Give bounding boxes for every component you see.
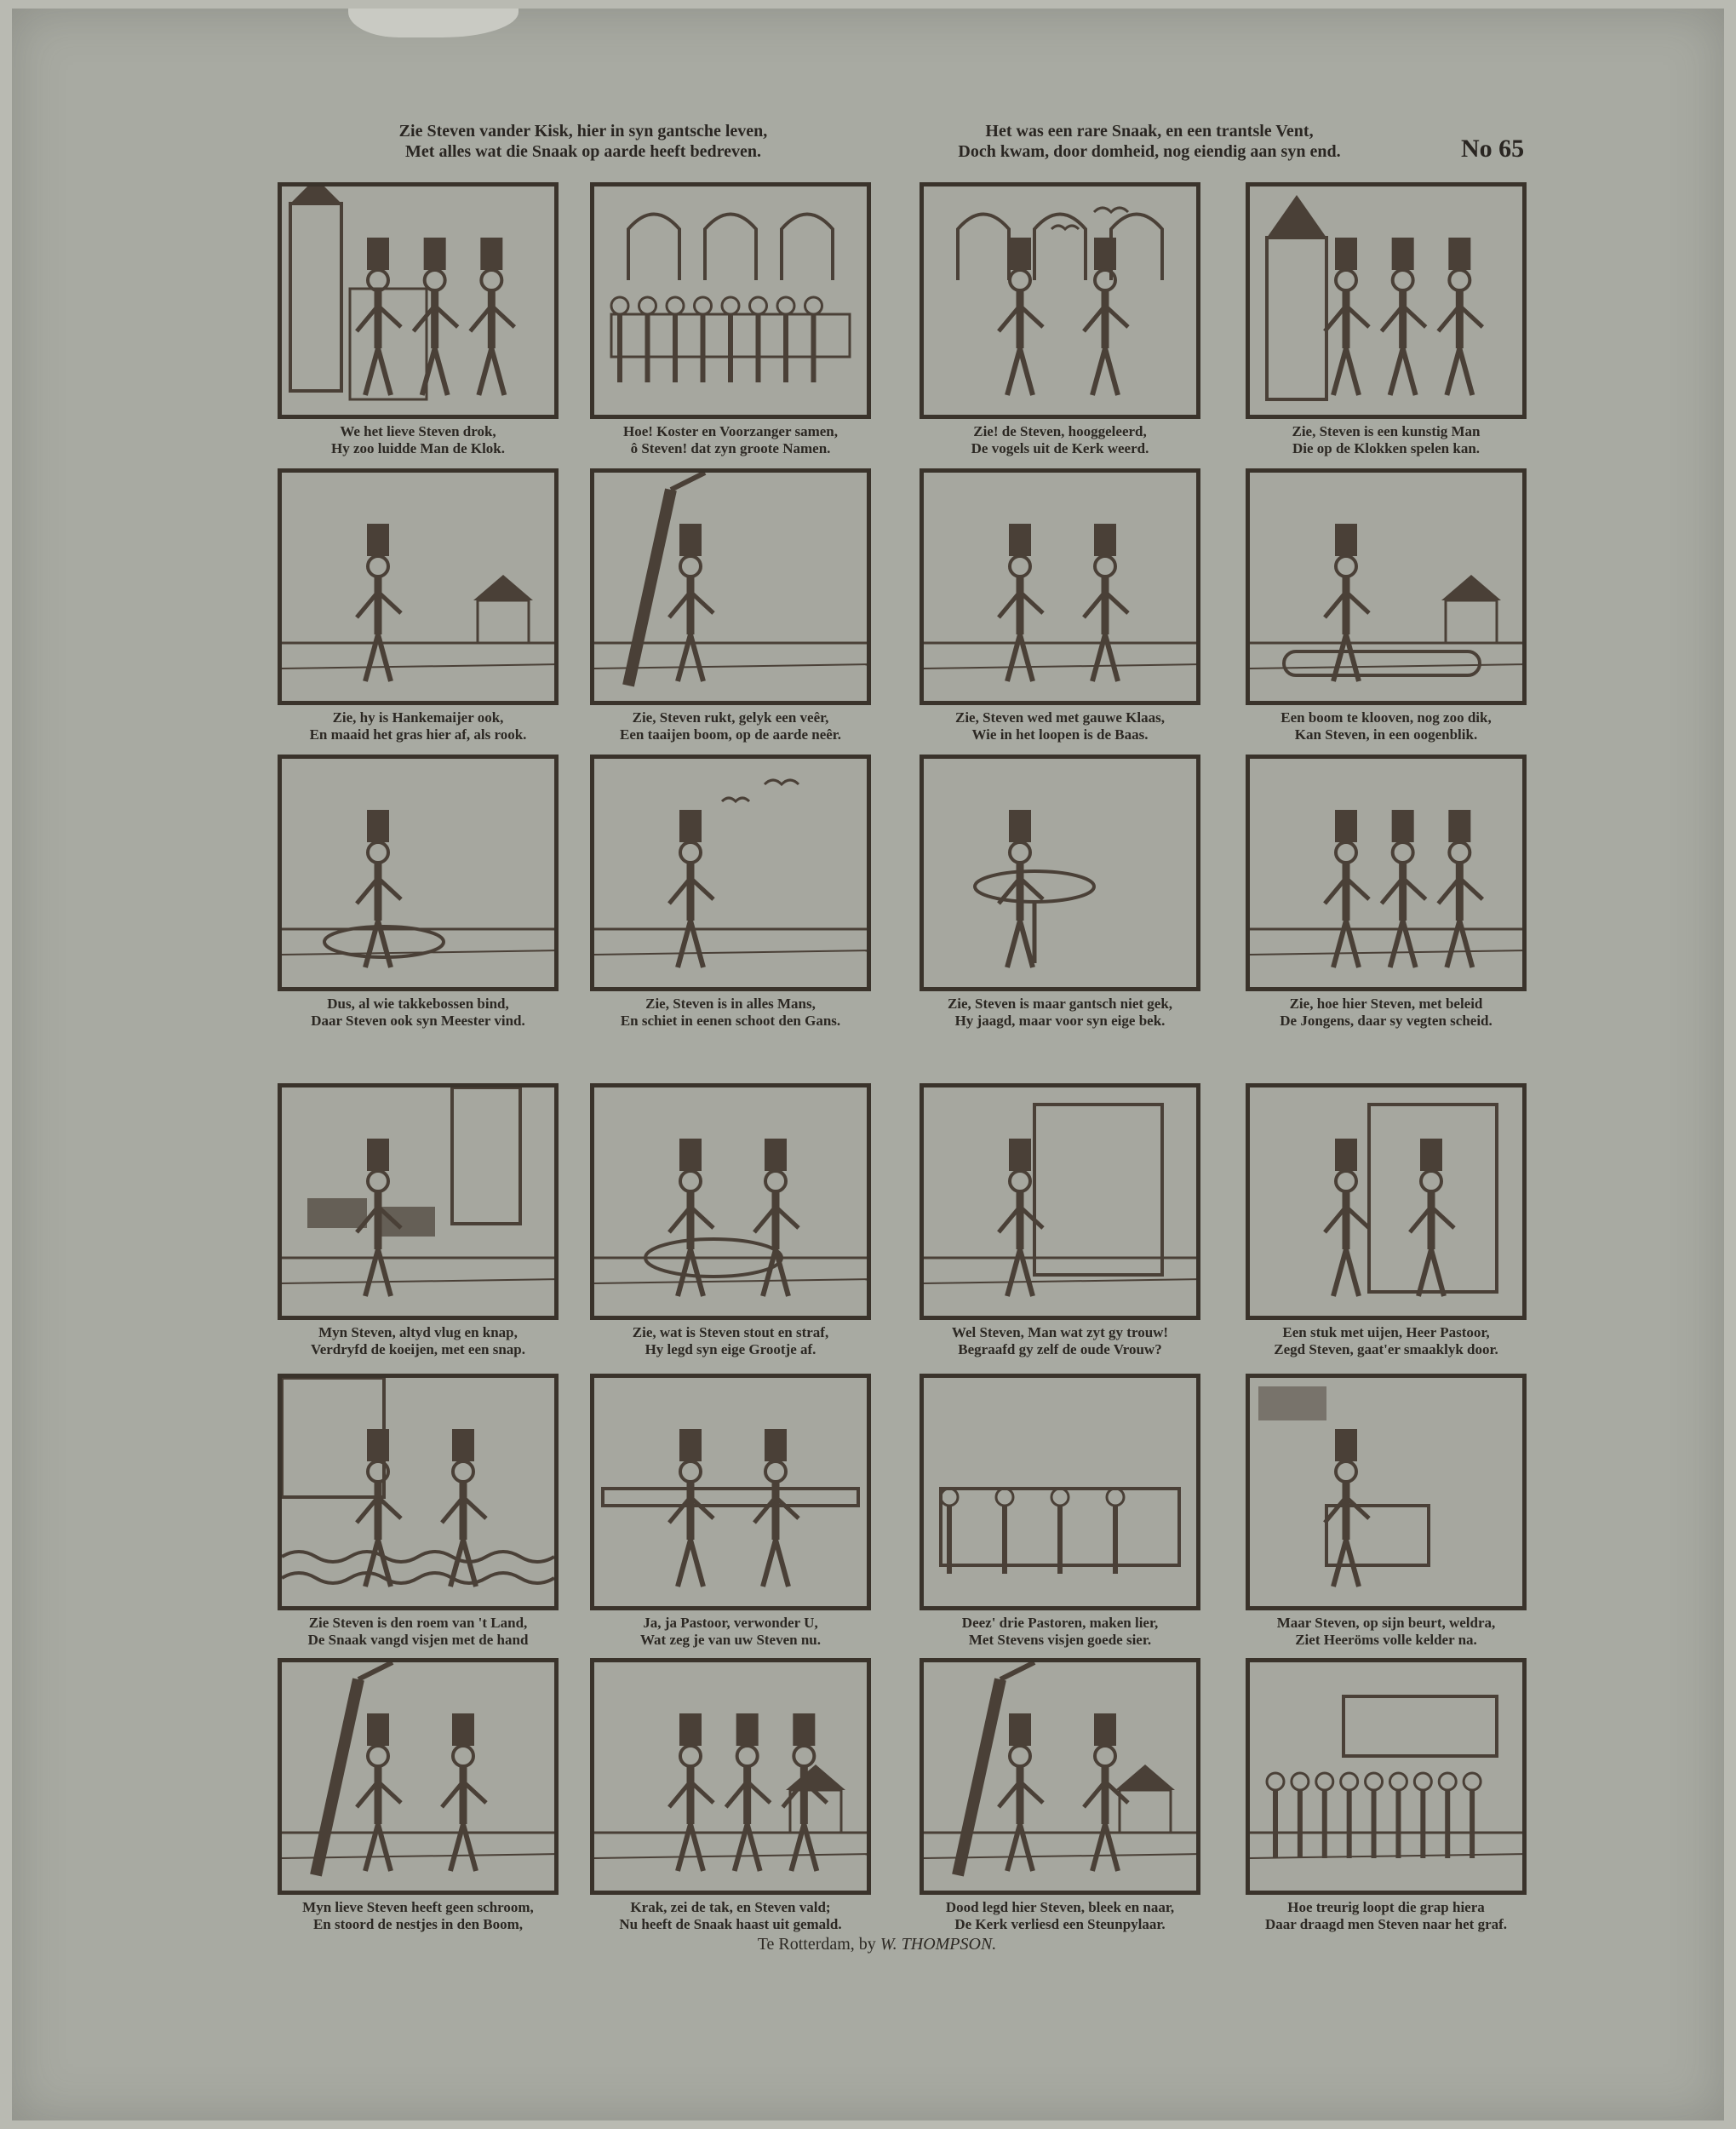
caption-line: Zie, hoe hier Steven, met beleid (1289, 996, 1483, 1012)
woodcut-illustration (1250, 1378, 1522, 1606)
sheet-number: No 65 (1461, 135, 1525, 163)
panel-caption (256, 996, 580, 1030)
panel-caption (569, 1324, 892, 1358)
woodcut-illustration (924, 759, 1196, 987)
caption-line: We het lieve Steven drok, (340, 423, 496, 439)
woodcut-panel (590, 1083, 871, 1320)
woodcut-illustration (594, 1378, 867, 1606)
caption-line: Zie, Steven rukt, gelyk een veêr, (632, 709, 829, 726)
caption-line: Een boom te klooven, nog zoo dik, (1281, 709, 1492, 726)
caption-line: Zie, wat is Steven stout en straf, (632, 1324, 829, 1340)
caption-line: En maaid het gras hier af, als rook. (309, 726, 527, 743)
panel-caption (1224, 996, 1548, 1030)
woodcut-illustration (594, 759, 867, 987)
caption-line: En stoord de nestjes in den Boom, (312, 1916, 524, 1932)
woodcut-illustration (282, 473, 554, 701)
panel-caption (569, 996, 892, 1030)
panel-caption (256, 709, 580, 743)
panel-caption (569, 423, 892, 457)
caption-line: Ja, ja Pastoor, verwonder U, (643, 1615, 818, 1631)
header-left-line-2: Met alles wat die Snaak op aarde heeft bedreven. (405, 142, 761, 161)
caption-line: Ziet Heeröms volle kelder na. (1295, 1632, 1477, 1648)
caption-line: Hoe treurig loopt die grap hiera (1287, 1899, 1485, 1915)
panel-caption (256, 1324, 580, 1358)
woodcut-illustration (924, 1087, 1196, 1316)
header-right-line-2: Doch kwam, door domheid, nog eiendig aan syn end. (958, 142, 1341, 161)
caption-line: Wel Steven, Man wat zyt gy trouw! (951, 1324, 1169, 1340)
woodcut-panel (590, 755, 871, 991)
caption-line: Zie, Steven is een kunstig Man (1292, 423, 1481, 439)
woodcut-panel (278, 182, 559, 419)
caption-line: Myn Steven, altyd vlug en knap, (318, 1324, 518, 1340)
woodcut-panel (278, 1658, 559, 1895)
caption-line: Krak, zei de tak, en Steven vald; (630, 1899, 831, 1915)
panel-caption (898, 1324, 1222, 1358)
woodcut-illustration (1250, 473, 1522, 701)
panel-caption (1224, 1899, 1548, 1933)
caption-line: Begraafd gy zelf de oude Vrouw? (958, 1341, 1162, 1357)
panel-caption (569, 709, 892, 743)
caption-line: Zegd Steven, gaat'er smaaklyk door. (1274, 1341, 1498, 1357)
panel-caption (898, 423, 1222, 457)
woodcut-illustration (1250, 1087, 1522, 1316)
woodcut-illustration (924, 187, 1196, 415)
caption-line: De vogels uit de Kerk weerd. (971, 440, 1149, 456)
caption-line: Zie Steven is den roem van 't Land, (308, 1615, 528, 1631)
woodcut-illustration (924, 473, 1196, 701)
caption-line: Die op de Klokken spelen kan. (1292, 440, 1481, 456)
woodcut-panel (590, 468, 871, 705)
caption-line: Een stuk met uijen, Heer Pastoor, (1282, 1324, 1490, 1340)
caption-line: Zie! de Steven, hooggeleerd, (973, 423, 1147, 439)
woodcut-illustration (594, 1087, 867, 1316)
imprint-publisher: W. THOMPSON. (879, 1935, 997, 1954)
imprint-place: Te Rotterdam, by (757, 1935, 876, 1954)
panel-caption (256, 1899, 580, 1933)
caption-line: De Jongens, daar sy vegten scheid. (1280, 1013, 1493, 1029)
caption-line: Verdryfd de koeijen, met een snap. (311, 1341, 525, 1357)
woodcut-illustration (594, 473, 867, 701)
header-left-line-1: Zie Steven vander Kisk, hier in syn gantsche leven, (398, 122, 768, 141)
woodcut-panel (1246, 1374, 1527, 1610)
panel-caption (569, 1899, 892, 1933)
woodcut-panel (920, 1658, 1200, 1895)
panel-caption (1224, 709, 1548, 743)
caption-line: Hy zoo luidde Man de Klok. (330, 440, 506, 456)
caption-line: Zie, Steven is in alles Mans, (645, 996, 816, 1012)
caption-line: ô Steven! dat zyn groote Namen. (630, 440, 831, 456)
panel-caption (898, 709, 1222, 743)
woodcut-illustration (282, 1662, 554, 1891)
woodcut-illustration (594, 1662, 867, 1891)
panel-caption (1224, 1324, 1548, 1358)
woodcut-panel (278, 1374, 559, 1610)
woodcut-panel (1246, 1658, 1527, 1895)
panel-caption (569, 1615, 892, 1649)
panel-caption (256, 1615, 580, 1649)
woodcut-panel (920, 1083, 1200, 1320)
panel-caption (1224, 1615, 1548, 1649)
woodcut-illustration (924, 1662, 1196, 1891)
caption-line: Hy jaagd, maar voor syn eige bek. (954, 1013, 1166, 1029)
woodcut-panel (920, 182, 1200, 419)
woodcut-panel (590, 1658, 871, 1895)
panel-caption (1224, 423, 1548, 457)
woodcut-illustration (594, 187, 867, 415)
woodcut-illustration (282, 759, 554, 987)
panel-caption (898, 1615, 1222, 1649)
caption-line: Maar Steven, op sijn beurt, weldra, (1276, 1615, 1496, 1631)
panel-caption (898, 996, 1222, 1030)
woodcut-panel (1246, 755, 1527, 991)
woodcut-panel (278, 755, 559, 991)
caption-line: Daar Steven ook syn Meester vind. (311, 1013, 525, 1029)
caption-line: De Snaak vangd visjen met de hand (307, 1632, 529, 1648)
torn-edge (348, 9, 519, 37)
header-verse-left (319, 121, 847, 162)
caption-line: Wie in het loopen is de Baas. (971, 726, 1149, 743)
caption-line: Myn lieve Steven heeft geen schroom, (302, 1899, 534, 1915)
caption-line: Een taaijen boom, op de aarde neêr. (619, 726, 842, 743)
caption-line: Hoe! Koster en Voorzanger samen, (623, 423, 838, 439)
caption-line: Kan Steven, in een oogenblik. (1294, 726, 1478, 743)
woodcut-panel (920, 1374, 1200, 1610)
woodcut-panel (920, 468, 1200, 705)
caption-line: Dood legd hier Steven, bleek en naar, (945, 1899, 1175, 1915)
woodcut-illustration (1250, 1662, 1522, 1891)
caption-line: Deez' drie Pastoren, maken lier, (961, 1615, 1159, 1631)
woodcut-panel (920, 755, 1200, 991)
caption-line: Zie, hy is Hankemaijer ook, (332, 709, 504, 726)
caption-line: Dus, al wie takkebossen bind, (327, 996, 509, 1012)
caption-line: De Kerk verliesd een Steunpylaar. (954, 1916, 1166, 1932)
caption-line: Zie, Steven wed met gauwe Klaas, (954, 709, 1165, 726)
woodcut-panel (1246, 468, 1527, 705)
header-right-line-1: Het was een rare Snaak, en een trantsle Vent, (985, 122, 1314, 141)
woodcut-illustration (282, 187, 554, 415)
caption-line: Wat zeg je van uw Steven nu. (639, 1632, 822, 1648)
woodcut-panel (1246, 182, 1527, 419)
panel-caption (256, 423, 580, 457)
woodcut-panel (590, 1374, 871, 1610)
panel-caption (898, 1899, 1222, 1933)
woodcut-illustration (282, 1087, 554, 1316)
imprint (698, 1935, 1056, 1954)
caption-line: Nu heeft de Snaak haast uit gemald. (619, 1916, 842, 1932)
woodcut-panel (590, 182, 871, 419)
caption-line: Met Stevens visjen goede sier. (968, 1632, 1152, 1648)
woodcut-illustration (1250, 759, 1522, 987)
woodcut-illustration (282, 1378, 554, 1606)
caption-line: En schiet in eenen schoot den Gans. (620, 1013, 841, 1029)
woodcut-panel (1246, 1083, 1527, 1320)
woodcut-illustration (924, 1378, 1196, 1606)
woodcut-panel (278, 468, 559, 705)
caption-line: Daar draagd men Steven naar het graf. (1264, 1916, 1508, 1932)
header-verse-right (877, 121, 1422, 162)
woodcut-panel (278, 1083, 559, 1320)
woodcut-illustration (1250, 187, 1522, 415)
caption-line: Hy legd syn eige Grootje af. (645, 1341, 816, 1357)
caption-line: Zie, Steven is maar gantsch niet gek, (947, 996, 1173, 1012)
